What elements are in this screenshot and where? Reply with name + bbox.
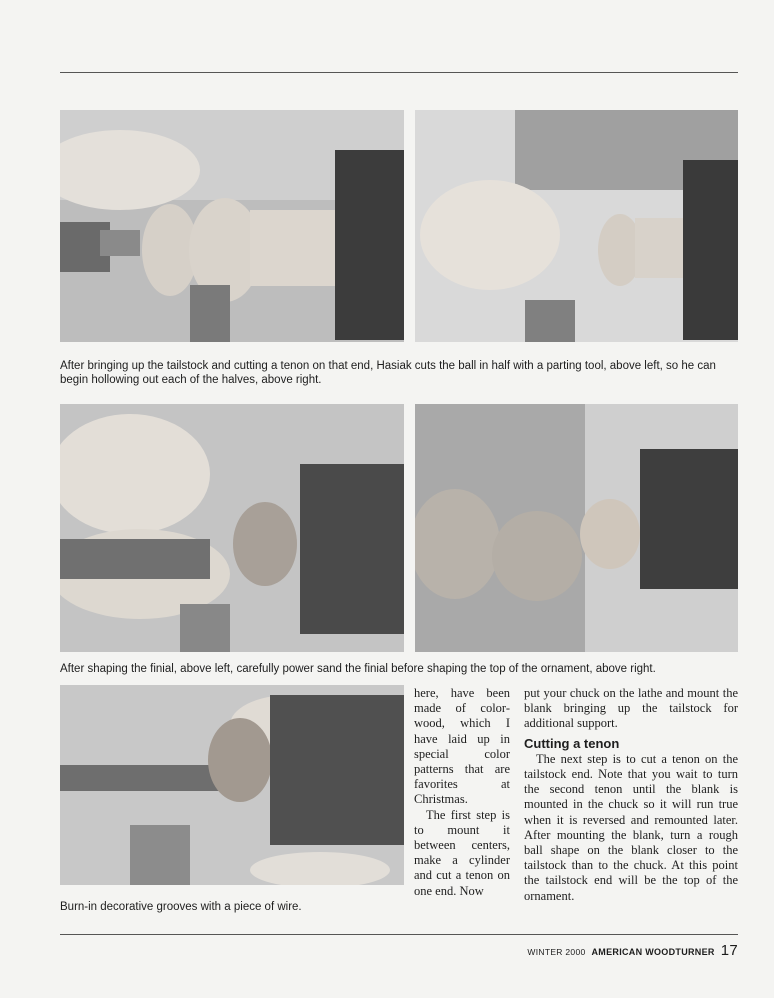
- paragraph: The next step is to cut a tenon on the tailstock end. Note that you wait to turn the second tenon until the blank is mounted in the chuck so it will run true when it is reversed and remounted later. After mounting the blank, turn a rough ball shape on the blank closer to the tailstock than to the chuck. At this point the tailstock end will be the top of the ornament.: [524, 751, 738, 903]
- caption-middle: After shaping the finial, above left, carefully power sand the finial before shaping the top of the ornament, above right.: [60, 663, 656, 675]
- section-heading: Cutting a tenon: [524, 735, 620, 751]
- footer-issue: WINTER 2000: [527, 947, 586, 957]
- photo-shaping-finial: [60, 404, 404, 652]
- photo-hollowing-halves: [415, 110, 738, 342]
- page-number: 17: [720, 942, 738, 959]
- photo-parting-ball: [60, 110, 404, 342]
- photo-burning-grooves: [60, 685, 404, 885]
- paragraph: put your chuck on the lathe and mount the blank bringing up the tailstock for additional support.: [524, 686, 738, 731]
- footer-magazine: AMERICAN WOODTURNER: [591, 947, 715, 957]
- page-footer: [527, 942, 738, 959]
- caption-bottom: Burn-in decorative grooves with a piece of wire.: [60, 901, 302, 913]
- text-column-1: [414, 686, 510, 899]
- photo-power-sanding: [415, 404, 738, 652]
- text-column-2: [524, 686, 738, 904]
- top-rule: [60, 72, 738, 73]
- paragraph: here, have been made of color-wood, which I have laid up in special color patterns that are favorites at Christmas.: [414, 686, 510, 807]
- bottom-rule: [60, 934, 738, 935]
- paragraph: The first step is to mount it between centers, make a cylinder and cut a tenon on one end. Now: [414, 807, 510, 898]
- caption-top: After bringing up the tailstock and cutting a tenon on that end, Hasiak cuts the ball in half with a parting tool, above left, so he can begin hollowing out each of the halves, above right.: [60, 360, 716, 386]
